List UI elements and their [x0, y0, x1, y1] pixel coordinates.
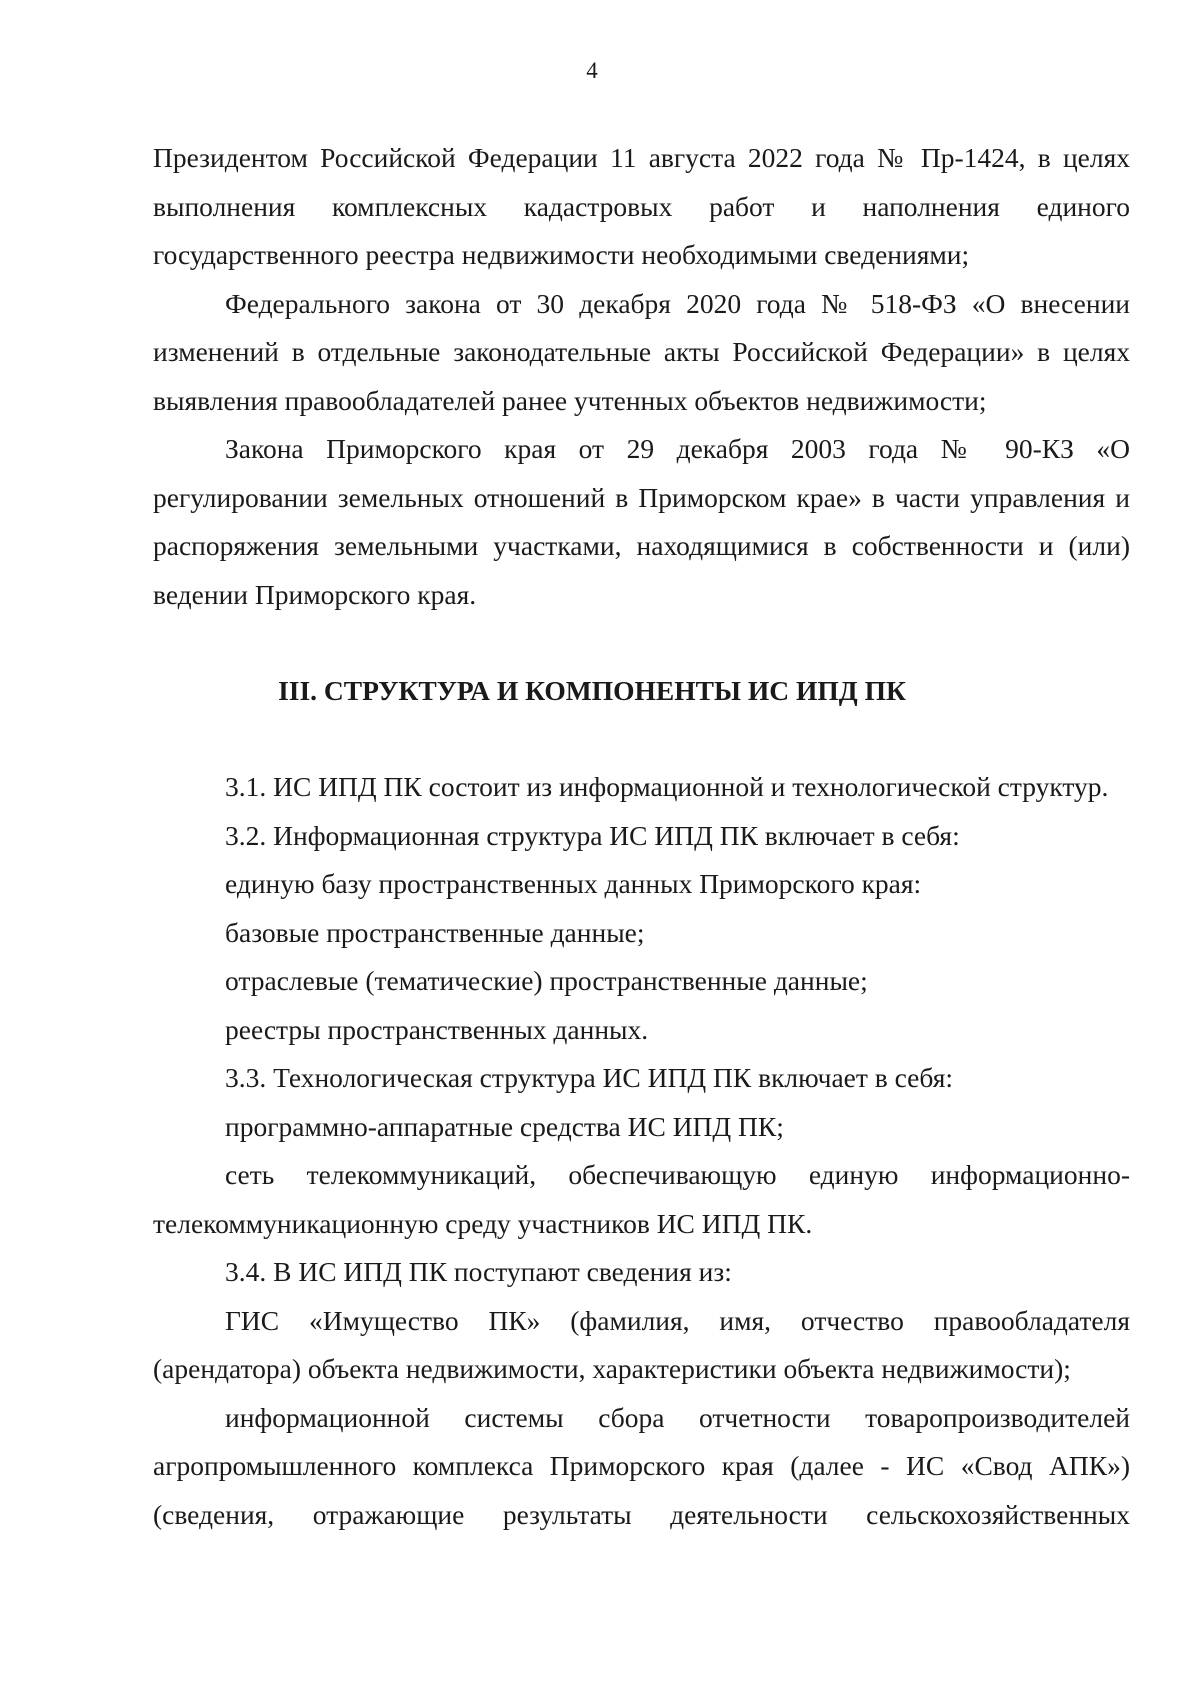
section-heading: III. СТРУКТУРА И КОМПОНЕНТЫ ИС ИПД ПК: [278, 675, 906, 706]
page-number: 4: [586, 58, 598, 83]
clause-3-4: 3.4. В ИС ИПД ПК поступают сведения из:: [225, 1256, 732, 1287]
intro-text-block: [153, 134, 1130, 619]
clause-3-2: 3.2. Информационная структура ИС ИПД ПК включает в себя:: [225, 819, 960, 851]
clause-3-3: 3.3. Технологическая структура ИС ИПД ПК включает в себя:: [225, 1062, 953, 1093]
intro-paragraph-regional-law: Закона Приморского края от 29 декабря 2003 года № 90-КЗ «О регулировании земельных отношений в Приморском крае» в части управления и распоряжения земельными участками, находящимися в собственности и (или) ведении Приморского края.: [153, 433, 1130, 610]
list-item: единую базу пространственных данных Приморского края:: [225, 868, 922, 899]
intro-paragraph-federal-law: Федерального закона от 30 декабря 2020 года № 518-ФЗ «О внесении изменений в отдельные законодательные акты Российской Федерации» в целях выявления правообладателей ранее учтенных объектов недвижимости;: [153, 287, 1130, 416]
list-item: отраслевые (тематические) пространственные данные;: [225, 965, 868, 996]
list-item: информационной системы сбора отчетности товаропроизводителей агропромышленного комплекса Приморского края (далее - ИС «Свод АПК») (сведения, отражающие результаты деятельности сельскохозяйственных: [153, 1401, 1130, 1530]
list-item: базовые пространственные данные;: [225, 916, 645, 948]
clause-3-1: 3.1. ИС ИПД ПК состоит из информационной и технологической структур.: [225, 771, 1109, 802]
list-item: сеть телекоммуникаций, обеспечивающую единую информационно-телекоммуникационную среду участников ИС ИПД ПК.: [153, 1159, 1130, 1239]
list-item: программно-аппаратные средства ИС ИПД ПК;: [225, 1110, 784, 1142]
list-item: ГИС «Имущество ПК» (фамилия, имя, отчество правообладателя (арендатора) объекта недвижимости, характеристики объекта недвижимости);: [153, 1304, 1130, 1384]
intro-paragraph-president: Президентом Российской Федерации 11 августа 2022 года № Пр-1424, в целях выполнения комплексных кадастровых работ и наполнения единого государственного реестра недвижимости необходимыми сведениями;: [153, 142, 1130, 270]
list-item: реестры пространственных данных.: [225, 1013, 649, 1045]
section-text-block: [153, 763, 1130, 1539]
